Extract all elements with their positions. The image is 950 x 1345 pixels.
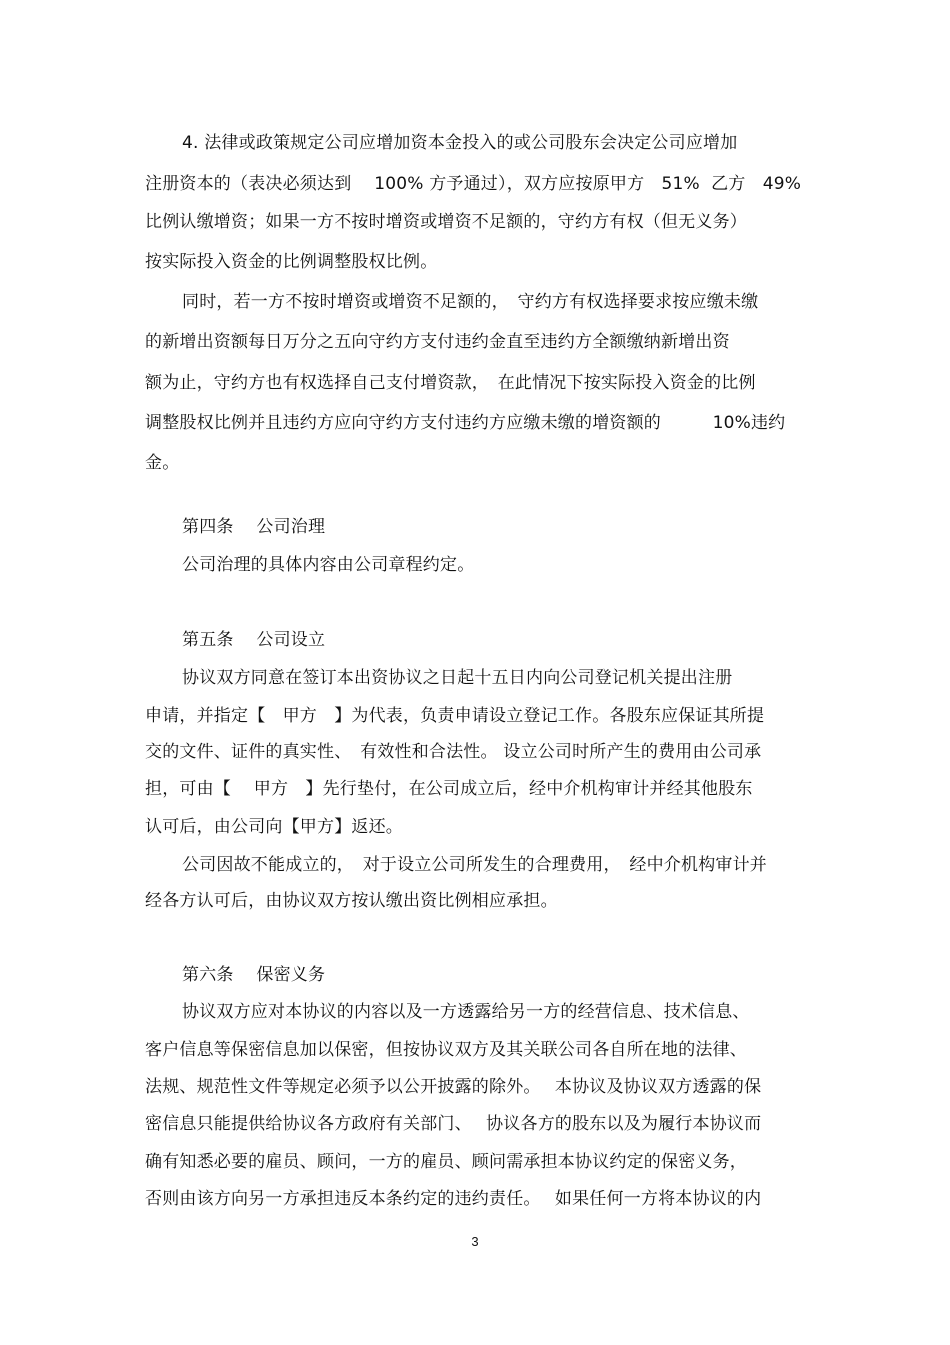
text-line: 确有知悉必要的雇员、顾问，一方的雇员、顾问需承担本协议约定的保密义务， [145, 1152, 747, 1172]
text-line: 公司因故不能成立的， 对于设立公司所发生的合理费用， 经中介机构审计并 [182, 855, 767, 875]
text-line: 客户信息等保密信息加以保密，但按协议双方及其关联公司各自所在地的法律、 [145, 1040, 747, 1060]
text-line: 担，可由【 甲方 】先行垫付，在公司成立后，经中介机构审计并经其他股东 [145, 779, 753, 799]
section-heading: 第六条 保密义务 [182, 965, 326, 985]
text-line: 法规、规范性文件等规定必须予以公开披露的除外。 本协议及协议双方透露的保 [145, 1077, 762, 1097]
text-line: 协议双方应对本协议的内容以及一方透露给另一方的经营信息、技术信息、 [182, 1002, 750, 1022]
text-line: 同时，若一方不按时增资或增资不足额的， 守约方有权选择要求按应缴未缴 [182, 292, 759, 312]
text-line: 金。 [145, 453, 180, 473]
text-line: 密信息只能提供给协议各方政府有关部门、 协议各方的股东以及为履行本协议而 [145, 1114, 762, 1134]
text-line: 公司治理的具体内容由公司章程约定。 [182, 555, 475, 575]
text-line: 否则由该方向另一方承担违反本条约定的违约责任。 如果任何一方将本协议的内 [145, 1189, 762, 1209]
text-line: 注册资本的（表决必须达到 100% 方予通过），双方应按原甲方 51% 乙方 49% [145, 174, 802, 194]
text-line: 经各方认可后，由协议双方按认缴出资比例相应承担。 [145, 891, 558, 911]
text-line: 申请，并指定【 甲方 】为代表，负责申请设立登记工作。各股东应保证其所提 [145, 706, 765, 726]
text-line: 比例认缴增资；如果一方不按时增资或增资不足额的，守约方有权（但无义务） [145, 212, 747, 232]
text-line: 额为止，守约方也有权选择自己支付增资款， 在此情况下按实际投入资金的比例 [145, 373, 756, 393]
section-heading: 第四条 公司治理 [182, 517, 326, 537]
page-number: 3 [471, 1234, 479, 1249]
text-line: 的新增出资额每日万分之五向守约方支付违约金直至违约方全额缴纳新增出资 [145, 332, 730, 352]
section-heading: 第五条 公司设立 [182, 630, 326, 650]
text-line: 按实际投入资金的比例调整股权比例。 [145, 252, 438, 272]
text-line: 交的文件、证件的真实性、 有效性和合法性。 设立公司时所产生的费用由公司承 [145, 742, 762, 762]
text-line: 4. 法律或政策规定公司应增加资本金投入的或公司股东会决定公司应增加 [182, 133, 738, 153]
text-line: 调整股权比例并且违约方应向守约方支付违约方应缴未缴的增资额的 10%违约 [145, 413, 786, 433]
text-line: 协议双方同意在签订本出资协议之日起十五日内向公司登记机关提出注册 [182, 668, 733, 688]
text-line: 认可后，由公司向【甲方】返还。 [145, 817, 403, 837]
